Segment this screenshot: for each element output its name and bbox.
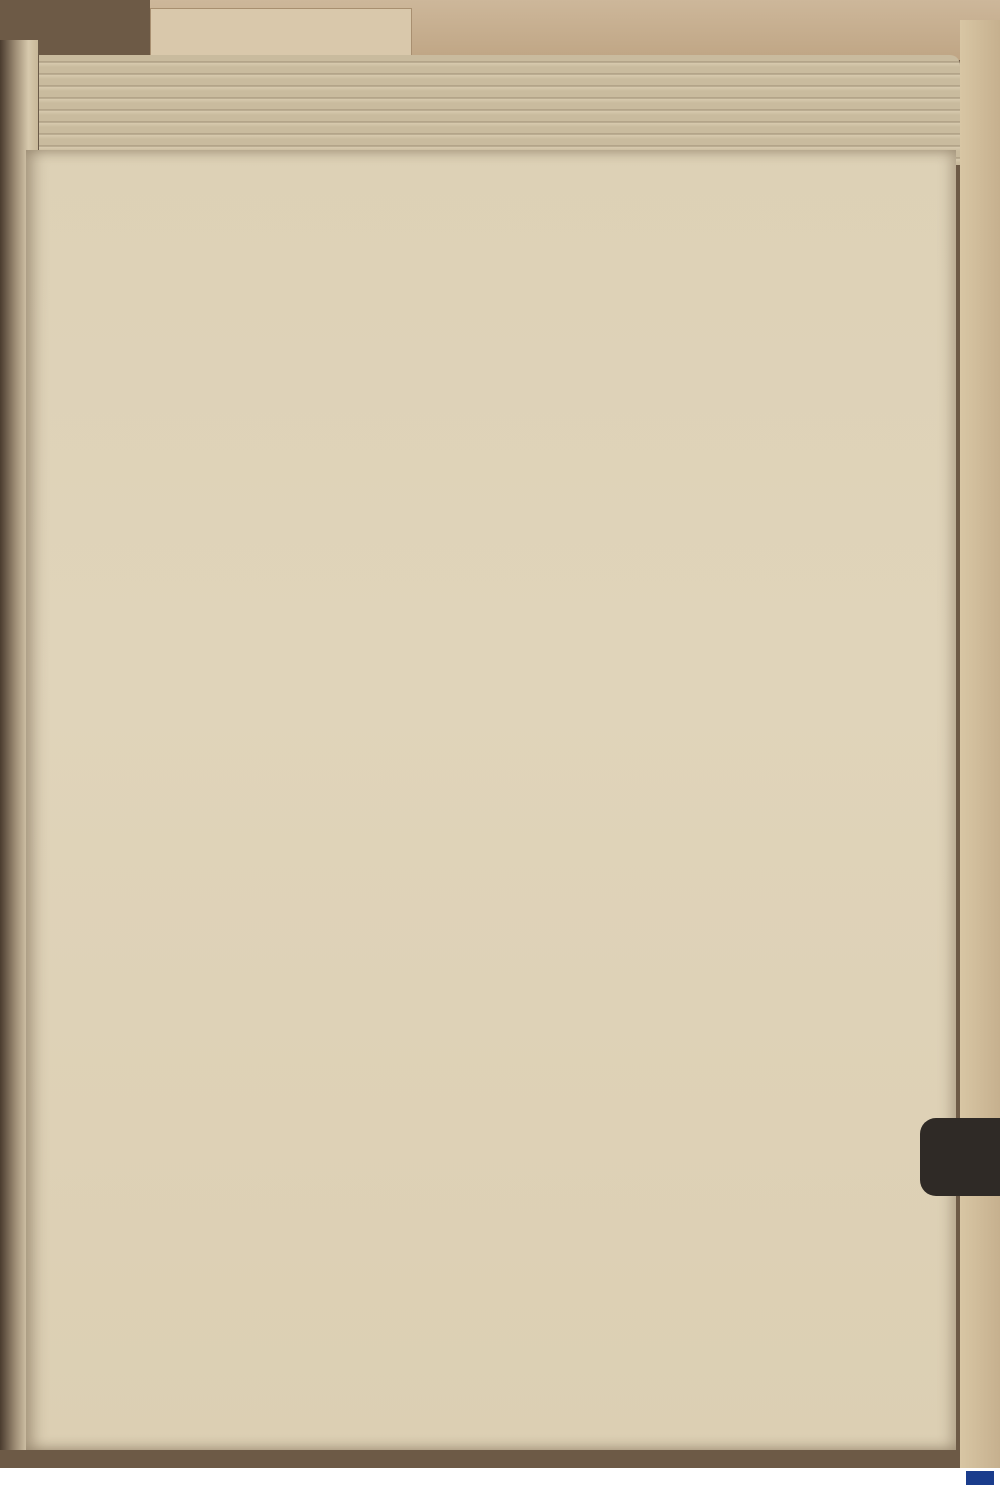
book-page bbox=[26, 150, 956, 1450]
dfg-logo bbox=[966, 1471, 994, 1485]
background-strip bbox=[150, 8, 412, 56]
page-edges-stack bbox=[10, 55, 960, 165]
clip-holder bbox=[920, 1118, 1000, 1196]
footer-bar bbox=[0, 1468, 1000, 1489]
background-right bbox=[960, 20, 1000, 1468]
